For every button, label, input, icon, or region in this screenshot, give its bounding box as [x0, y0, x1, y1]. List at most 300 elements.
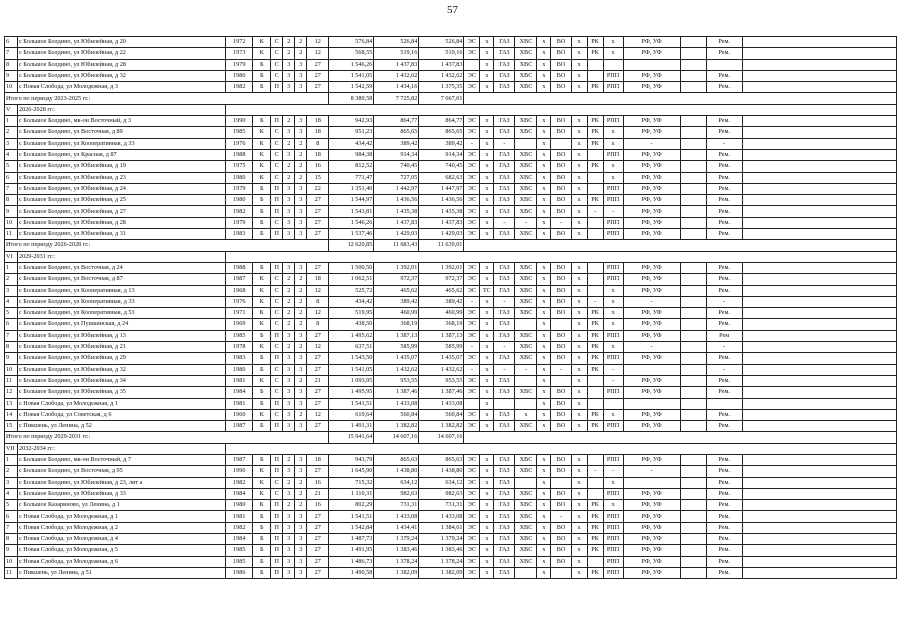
- work-type-cell: -: [494, 342, 515, 353]
- blank-cell: [742, 59, 896, 70]
- work-type-cell: х: [571, 398, 587, 409]
- floors-cell: 3: [283, 229, 295, 240]
- blank-cell: [742, 217, 896, 228]
- work-type-cell: х: [480, 522, 494, 533]
- floors-cell: 3: [283, 82, 295, 93]
- entrances-cell: 3: [295, 262, 307, 273]
- work-type-cell: ХВС: [515, 387, 537, 398]
- address-cell: с Большое Болдино, ул Юбилейная, д 32: [18, 364, 226, 375]
- address-cell: с Большое Болдино, ул Восточная, д 24: [18, 262, 226, 273]
- work-type-cell: [680, 567, 706, 578]
- work-type-cell: х: [571, 342, 587, 353]
- total-area-cell: 1 543,81: [329, 206, 374, 217]
- status-cell: П: [271, 421, 283, 432]
- work-type-cell: [680, 229, 706, 240]
- work-type-cell: ХВС: [515, 454, 537, 465]
- total-area-cell: 1 544,97: [329, 195, 374, 206]
- work-type-cell: ЭС: [464, 545, 480, 556]
- work-type-cell: х: [480, 353, 494, 364]
- work-type-cell: РФ, УФ: [623, 206, 680, 217]
- work-type-cell: [680, 342, 706, 353]
- work-type-cell: х: [480, 511, 494, 522]
- work-type-cell: РК: [587, 195, 603, 206]
- floors-cell: 2: [283, 285, 295, 296]
- row-number-cell: 5: [5, 500, 18, 511]
- table-row: [5, 330, 897, 341]
- work-type-cell: х: [537, 454, 551, 465]
- living-area-cell: 1 435,07: [374, 353, 419, 364]
- apartments-cell: 27: [307, 59, 329, 70]
- work-type-cell: ГАЗ: [494, 285, 515, 296]
- table-row: [5, 545, 897, 556]
- entrances-cell: 3: [295, 534, 307, 545]
- table-row: [5, 364, 897, 375]
- work-type-cell: ХВС: [515, 229, 537, 240]
- address-cell: с Большое Болдино, ул Восточная, д 87: [18, 274, 226, 285]
- blank-cell: [742, 466, 896, 477]
- work-type-cell: ХВС: [515, 195, 537, 206]
- living-area-cell: 864,77: [374, 116, 419, 127]
- total-area-cell: 1 500,50: [329, 262, 374, 273]
- year-cell: 1987: [226, 421, 253, 432]
- work-type-cell: ГАЗ: [494, 116, 515, 127]
- work-type-cell: РФ, УФ: [623, 330, 680, 341]
- wall-material-cell: Б: [253, 421, 271, 432]
- address-cell: с Большое Болдино, ул Пушкинская, д 24: [18, 319, 226, 330]
- work-type-cell: Рем.: [706, 149, 742, 160]
- blank-cell: [742, 274, 896, 285]
- work-type-cell: х: [537, 161, 551, 172]
- work-type-cell: [551, 567, 571, 578]
- work-type-cell: х: [480, 398, 494, 409]
- work-type-cell: ТС: [480, 285, 494, 296]
- year-cell: 1985: [226, 330, 253, 341]
- address-cell: с Новая Слобода, ул Молодежная, д 2: [18, 522, 226, 533]
- work-type-cell: х: [571, 375, 587, 386]
- period-total-living: 14 607,16: [374, 432, 419, 443]
- floors-cell: 3: [283, 375, 295, 386]
- work-type-cell: [680, 217, 706, 228]
- apartments-cell: 12: [307, 342, 329, 353]
- status-cell: П: [271, 545, 283, 556]
- work-type-cell: РК: [587, 545, 603, 556]
- address-cell: с Большое Болдино, ул Кооперативная, д 53: [18, 308, 226, 319]
- period-label: 2032-2034 гг.:: [18, 443, 226, 454]
- year-cell: 1980: [226, 70, 253, 81]
- work-type-cell: -: [494, 138, 515, 149]
- total-area-cell: 771,47: [329, 172, 374, 183]
- year-cell: 1976: [226, 296, 253, 307]
- work-type-cell: -: [587, 296, 603, 307]
- work-type-cell: х: [537, 477, 551, 488]
- work-type-cell: х: [537, 296, 551, 307]
- residential-area-cell: 1 432,62: [419, 364, 464, 375]
- row-number-cell: 12: [5, 387, 18, 398]
- work-type-cell: [680, 149, 706, 160]
- status-cell: П: [271, 500, 283, 511]
- work-type-cell: ГАЗ: [494, 375, 515, 386]
- work-type-cell: ХВС: [515, 82, 537, 93]
- work-type-cell: х: [480, 500, 494, 511]
- work-type-cell: ХВС: [515, 330, 537, 341]
- residential-area-cell: 389,42: [419, 138, 464, 149]
- work-type-cell: Рем.: [706, 488, 742, 499]
- living-area-cell: 1 379,24: [374, 534, 419, 545]
- apartments-cell: 12: [307, 409, 329, 420]
- period-total-row: [5, 93, 897, 104]
- entrances-cell: 2: [295, 48, 307, 59]
- work-type-cell: х: [571, 127, 587, 138]
- status-cell: П: [271, 398, 283, 409]
- address-cell: с Большое Болдино, ул Юбилейная, д 22: [18, 48, 226, 59]
- work-type-cell: Рем.: [706, 319, 742, 330]
- row-number-cell: 2: [5, 127, 18, 138]
- housing-register-table: [4, 36, 897, 579]
- wall-material-cell: К: [253, 409, 271, 420]
- work-type-cell: х: [537, 217, 551, 228]
- period-total-label: Итого по периоду 2023-2025 гг.:: [5, 93, 329, 104]
- entrances-cell: 2: [295, 342, 307, 353]
- work-type-cell: х: [480, 375, 494, 386]
- work-type-cell: ВО: [551, 534, 571, 545]
- work-type-cell: Рем.: [706, 217, 742, 228]
- year-cell: 1988: [226, 262, 253, 273]
- year-cell: 1984: [226, 534, 253, 545]
- work-type-cell: Рем.: [706, 545, 742, 556]
- floors-cell: 2: [283, 37, 295, 48]
- apartments-cell: 12: [307, 285, 329, 296]
- year-cell: 1982: [226, 206, 253, 217]
- address-cell: с Большое Болдино, ул Юбилейная, д 23: [18, 172, 226, 183]
- work-type-cell: [680, 70, 706, 81]
- work-type-cell: РПП: [603, 556, 623, 567]
- row-number-cell: 10: [5, 82, 18, 93]
- status-cell: П: [271, 206, 283, 217]
- blank-cell: [742, 353, 896, 364]
- residential-area-cell: 1 382,09: [419, 567, 464, 578]
- work-type-cell: ВО: [551, 70, 571, 81]
- apartments-cell: 27: [307, 511, 329, 522]
- period-total-residential: 7 667,01: [419, 93, 464, 104]
- residential-area-cell: 1 432,62: [419, 70, 464, 81]
- apartments-cell: 8: [307, 138, 329, 149]
- row-number-cell: 3: [5, 285, 18, 296]
- total-area-cell: 1 546,26: [329, 217, 374, 228]
- table-row: [5, 161, 897, 172]
- apartments-cell: 27: [307, 545, 329, 556]
- work-type-cell: РПП: [603, 116, 623, 127]
- floors-cell: 2: [283, 308, 295, 319]
- work-type-cell: [587, 556, 603, 567]
- living-area-cell: 1 437,83: [374, 59, 419, 70]
- work-type-cell: х: [480, 183, 494, 194]
- work-type-cell: РК: [587, 409, 603, 420]
- work-type-cell: х: [537, 285, 551, 296]
- address-cell: с Пикшень, ул Ленина, д 52: [18, 421, 226, 432]
- work-type-cell: РФ, УФ: [623, 116, 680, 127]
- apartments-cell: 27: [307, 567, 329, 578]
- table-row: [5, 59, 897, 70]
- work-type-cell: ГАЗ: [494, 262, 515, 273]
- work-type-cell: х: [571, 319, 587, 330]
- work-type-cell: х: [537, 387, 551, 398]
- work-type-cell: [587, 285, 603, 296]
- blank-cell: [464, 240, 897, 251]
- row-number-cell: 10: [5, 217, 18, 228]
- status-cell: П: [271, 353, 283, 364]
- work-type-cell: РФ, УФ: [623, 308, 680, 319]
- total-area-cell: 1 486,73: [329, 556, 374, 567]
- work-type-cell: [587, 488, 603, 499]
- work-type-cell: ГАЗ: [494, 183, 515, 194]
- work-type-cell: ЭС: [464, 556, 480, 567]
- work-type-cell: ВО: [551, 183, 571, 194]
- year-cell: 1968: [226, 285, 253, 296]
- entrances-cell: 3: [295, 353, 307, 364]
- work-type-cell: х: [571, 488, 587, 499]
- wall-material-cell: Б: [253, 522, 271, 533]
- work-type-cell: х: [603, 500, 623, 511]
- work-type-cell: РПП: [603, 149, 623, 160]
- work-type-cell: ВО: [551, 82, 571, 93]
- entrances-cell: 3: [295, 387, 307, 398]
- work-type-cell: ГАЗ: [494, 48, 515, 59]
- total-area-cell: 812,52: [329, 161, 374, 172]
- work-type-cell: х: [537, 556, 551, 567]
- work-type-cell: ВО: [551, 149, 571, 160]
- blank-cell: [742, 375, 896, 386]
- year-cell: 1990: [226, 466, 253, 477]
- blank-cell: [742, 500, 896, 511]
- period-header-row: [5, 443, 897, 454]
- work-type-cell: ХВС: [515, 421, 537, 432]
- wall-material-cell: Б: [253, 545, 271, 556]
- work-type-cell: х: [537, 127, 551, 138]
- entrances-cell: 2: [295, 488, 307, 499]
- status-cell: П: [271, 534, 283, 545]
- work-type-cell: ВО: [551, 454, 571, 465]
- apartments-cell: 18: [307, 116, 329, 127]
- work-type-cell: -: [623, 138, 680, 149]
- total-area-cell: 525,72: [329, 285, 374, 296]
- work-type-cell: х: [603, 296, 623, 307]
- row-number-cell: 11: [5, 567, 18, 578]
- work-type-cell: -: [603, 466, 623, 477]
- year-cell: 1981: [226, 511, 253, 522]
- entrances-cell: 2: [295, 138, 307, 149]
- wall-material-cell: Б: [253, 556, 271, 567]
- apartments-cell: 18: [307, 149, 329, 160]
- work-type-cell: х: [571, 511, 587, 522]
- period-total-area: 12 620,85: [329, 240, 374, 251]
- status-cell: С: [271, 387, 283, 398]
- table-row: [5, 353, 897, 364]
- floors-cell: 3: [283, 567, 295, 578]
- apartments-cell: 27: [307, 353, 329, 364]
- work-type-cell: х: [480, 364, 494, 375]
- table-row: [5, 454, 897, 465]
- work-type-cell: ХВС: [515, 308, 537, 319]
- work-type-cell: [680, 274, 706, 285]
- work-type-cell: Рем.: [706, 567, 742, 578]
- work-type-cell: [603, 59, 623, 70]
- address-cell: с Большое Болдино, ул Красная, д 87: [18, 149, 226, 160]
- status-cell: С: [271, 127, 283, 138]
- wall-material-cell: Б: [253, 330, 271, 341]
- work-type-cell: ВО: [551, 172, 571, 183]
- work-type-cell: ВО: [551, 37, 571, 48]
- apartments-cell: 12: [307, 48, 329, 59]
- row-number-cell: 6: [5, 172, 18, 183]
- work-type-cell: [680, 82, 706, 93]
- entrances-cell: 3: [295, 59, 307, 70]
- total-area-cell: 637,51: [329, 342, 374, 353]
- living-area-cell: 1 392,01: [374, 262, 419, 273]
- work-type-cell: х: [480, 567, 494, 578]
- status-cell: С: [271, 70, 283, 81]
- total-area-cell: 1 110,31: [329, 488, 374, 499]
- work-type-cell: РФ, УФ: [623, 37, 680, 48]
- work-type-cell: РФ, УФ: [623, 172, 680, 183]
- status-cell: С: [271, 149, 283, 160]
- wall-material-cell: К: [253, 172, 271, 183]
- status-cell: П: [271, 229, 283, 240]
- table-row: [5, 342, 897, 353]
- work-type-cell: РФ, УФ: [623, 567, 680, 578]
- residential-area-cell: 1 383,46: [419, 545, 464, 556]
- period-total-living: 7 725,82: [374, 93, 419, 104]
- work-type-cell: ХВС: [515, 285, 537, 296]
- entrances-cell: 3: [295, 82, 307, 93]
- blank-cell: [742, 195, 896, 206]
- year-cell: 1972: [226, 37, 253, 48]
- work-type-cell: ВО: [551, 262, 571, 273]
- work-type-cell: ВО: [551, 330, 571, 341]
- entrances-cell: 3: [295, 206, 307, 217]
- work-type-cell: ЭС: [464, 466, 480, 477]
- residential-area-cell: 465,62: [419, 285, 464, 296]
- wall-material-cell: Б: [253, 229, 271, 240]
- entrances-cell: 3: [295, 454, 307, 465]
- work-type-cell: [587, 217, 603, 228]
- work-type-cell: х: [537, 567, 551, 578]
- work-type-cell: Рем: [706, 330, 742, 341]
- status-cell: С: [271, 161, 283, 172]
- work-type-cell: ГАЗ: [494, 454, 515, 465]
- address-cell: с Большое Казариново, ул Ленина, д 1: [18, 500, 226, 511]
- status-cell: П: [271, 195, 283, 206]
- work-type-cell: [551, 477, 571, 488]
- table-row: [5, 296, 897, 307]
- status-cell: С: [271, 138, 283, 149]
- work-type-cell: ВО: [551, 195, 571, 206]
- work-type-cell: РФ, УФ: [623, 161, 680, 172]
- work-type-cell: [680, 59, 706, 70]
- year-cell: 1971: [226, 308, 253, 319]
- work-type-cell: РК: [587, 37, 603, 48]
- work-type-cell: [587, 387, 603, 398]
- work-type-cell: РПП: [603, 82, 623, 93]
- work-type-cell: ГАЗ: [494, 421, 515, 432]
- blank-cell: [742, 48, 896, 59]
- wall-material-cell: Б: [253, 353, 271, 364]
- work-type-cell: РПП: [603, 545, 623, 556]
- work-type-cell: х: [603, 127, 623, 138]
- work-type-cell: РК: [587, 127, 603, 138]
- work-type-cell: Рем.: [706, 466, 742, 477]
- living-area-cell: 914,34: [374, 149, 419, 160]
- address-cell: с Новая Слобода, ул Советская, д 6: [18, 409, 226, 420]
- row-number-cell: 3: [5, 477, 18, 488]
- floors-cell: 2: [283, 454, 295, 465]
- work-type-cell: ЭС: [464, 172, 480, 183]
- living-area-cell: 389,42: [374, 138, 419, 149]
- living-area-cell: 1 436,56: [374, 195, 419, 206]
- work-type-cell: ГАЗ: [494, 466, 515, 477]
- address-cell: с Большое Болдино, мк-он Восточный, д 7: [18, 454, 226, 465]
- work-type-cell: х: [571, 70, 587, 81]
- total-area-cell: 1 542,84: [329, 522, 374, 533]
- row-number-cell: 4: [5, 488, 18, 499]
- total-area-cell: 619,64: [329, 409, 374, 420]
- floors-cell: 3: [283, 556, 295, 567]
- total-area-cell: 802,29: [329, 500, 374, 511]
- work-type-cell: ЭС: [464, 183, 480, 194]
- table-row: [5, 48, 897, 59]
- residential-area-cell: 368,19: [419, 319, 464, 330]
- residential-area-cell: 731,31: [419, 500, 464, 511]
- work-type-cell: х: [537, 116, 551, 127]
- work-type-cell: ХВС: [515, 500, 537, 511]
- work-type-cell: -: [706, 296, 742, 307]
- row-number-cell: 6: [5, 511, 18, 522]
- total-area-cell: 1 645,90: [329, 466, 374, 477]
- status-cell: П: [271, 511, 283, 522]
- row-number-cell: 9: [5, 206, 18, 217]
- work-type-cell: ХВС: [515, 511, 537, 522]
- address-cell: с Большое Болдино, ул Кооперативная, д 13: [18, 285, 226, 296]
- blank-cell: [742, 488, 896, 499]
- year-cell: 1980: [226, 172, 253, 183]
- work-type-cell: х: [571, 59, 587, 70]
- table-row: [5, 466, 897, 477]
- floors-cell: 2: [283, 319, 295, 330]
- work-type-cell: х: [480, 342, 494, 353]
- work-type-cell: х: [537, 48, 551, 59]
- work-type-cell: ЭС: [464, 488, 480, 499]
- year-cell: 1983: [226, 353, 253, 364]
- row-number-cell: 7: [5, 48, 18, 59]
- total-area-cell: 984,38: [329, 149, 374, 160]
- work-type-cell: [551, 319, 571, 330]
- apartments-cell: 12: [307, 37, 329, 48]
- work-type-cell: ХВС: [515, 545, 537, 556]
- status-cell: П: [271, 116, 283, 127]
- row-number-cell: 11: [5, 375, 18, 386]
- floors-cell: 3: [283, 511, 295, 522]
- work-type-cell: Рем.: [706, 48, 742, 59]
- work-type-cell: -: [464, 296, 480, 307]
- work-type-cell: [623, 59, 680, 70]
- work-type-cell: РПП: [603, 511, 623, 522]
- year-cell: 1985: [226, 556, 253, 567]
- year-cell: 1960: [226, 409, 253, 420]
- work-type-cell: х: [603, 342, 623, 353]
- entrances-cell: 3: [295, 116, 307, 127]
- work-type-cell: ГАЗ: [494, 206, 515, 217]
- year-cell: 1987: [226, 454, 253, 465]
- row-number-cell: 14: [5, 409, 18, 420]
